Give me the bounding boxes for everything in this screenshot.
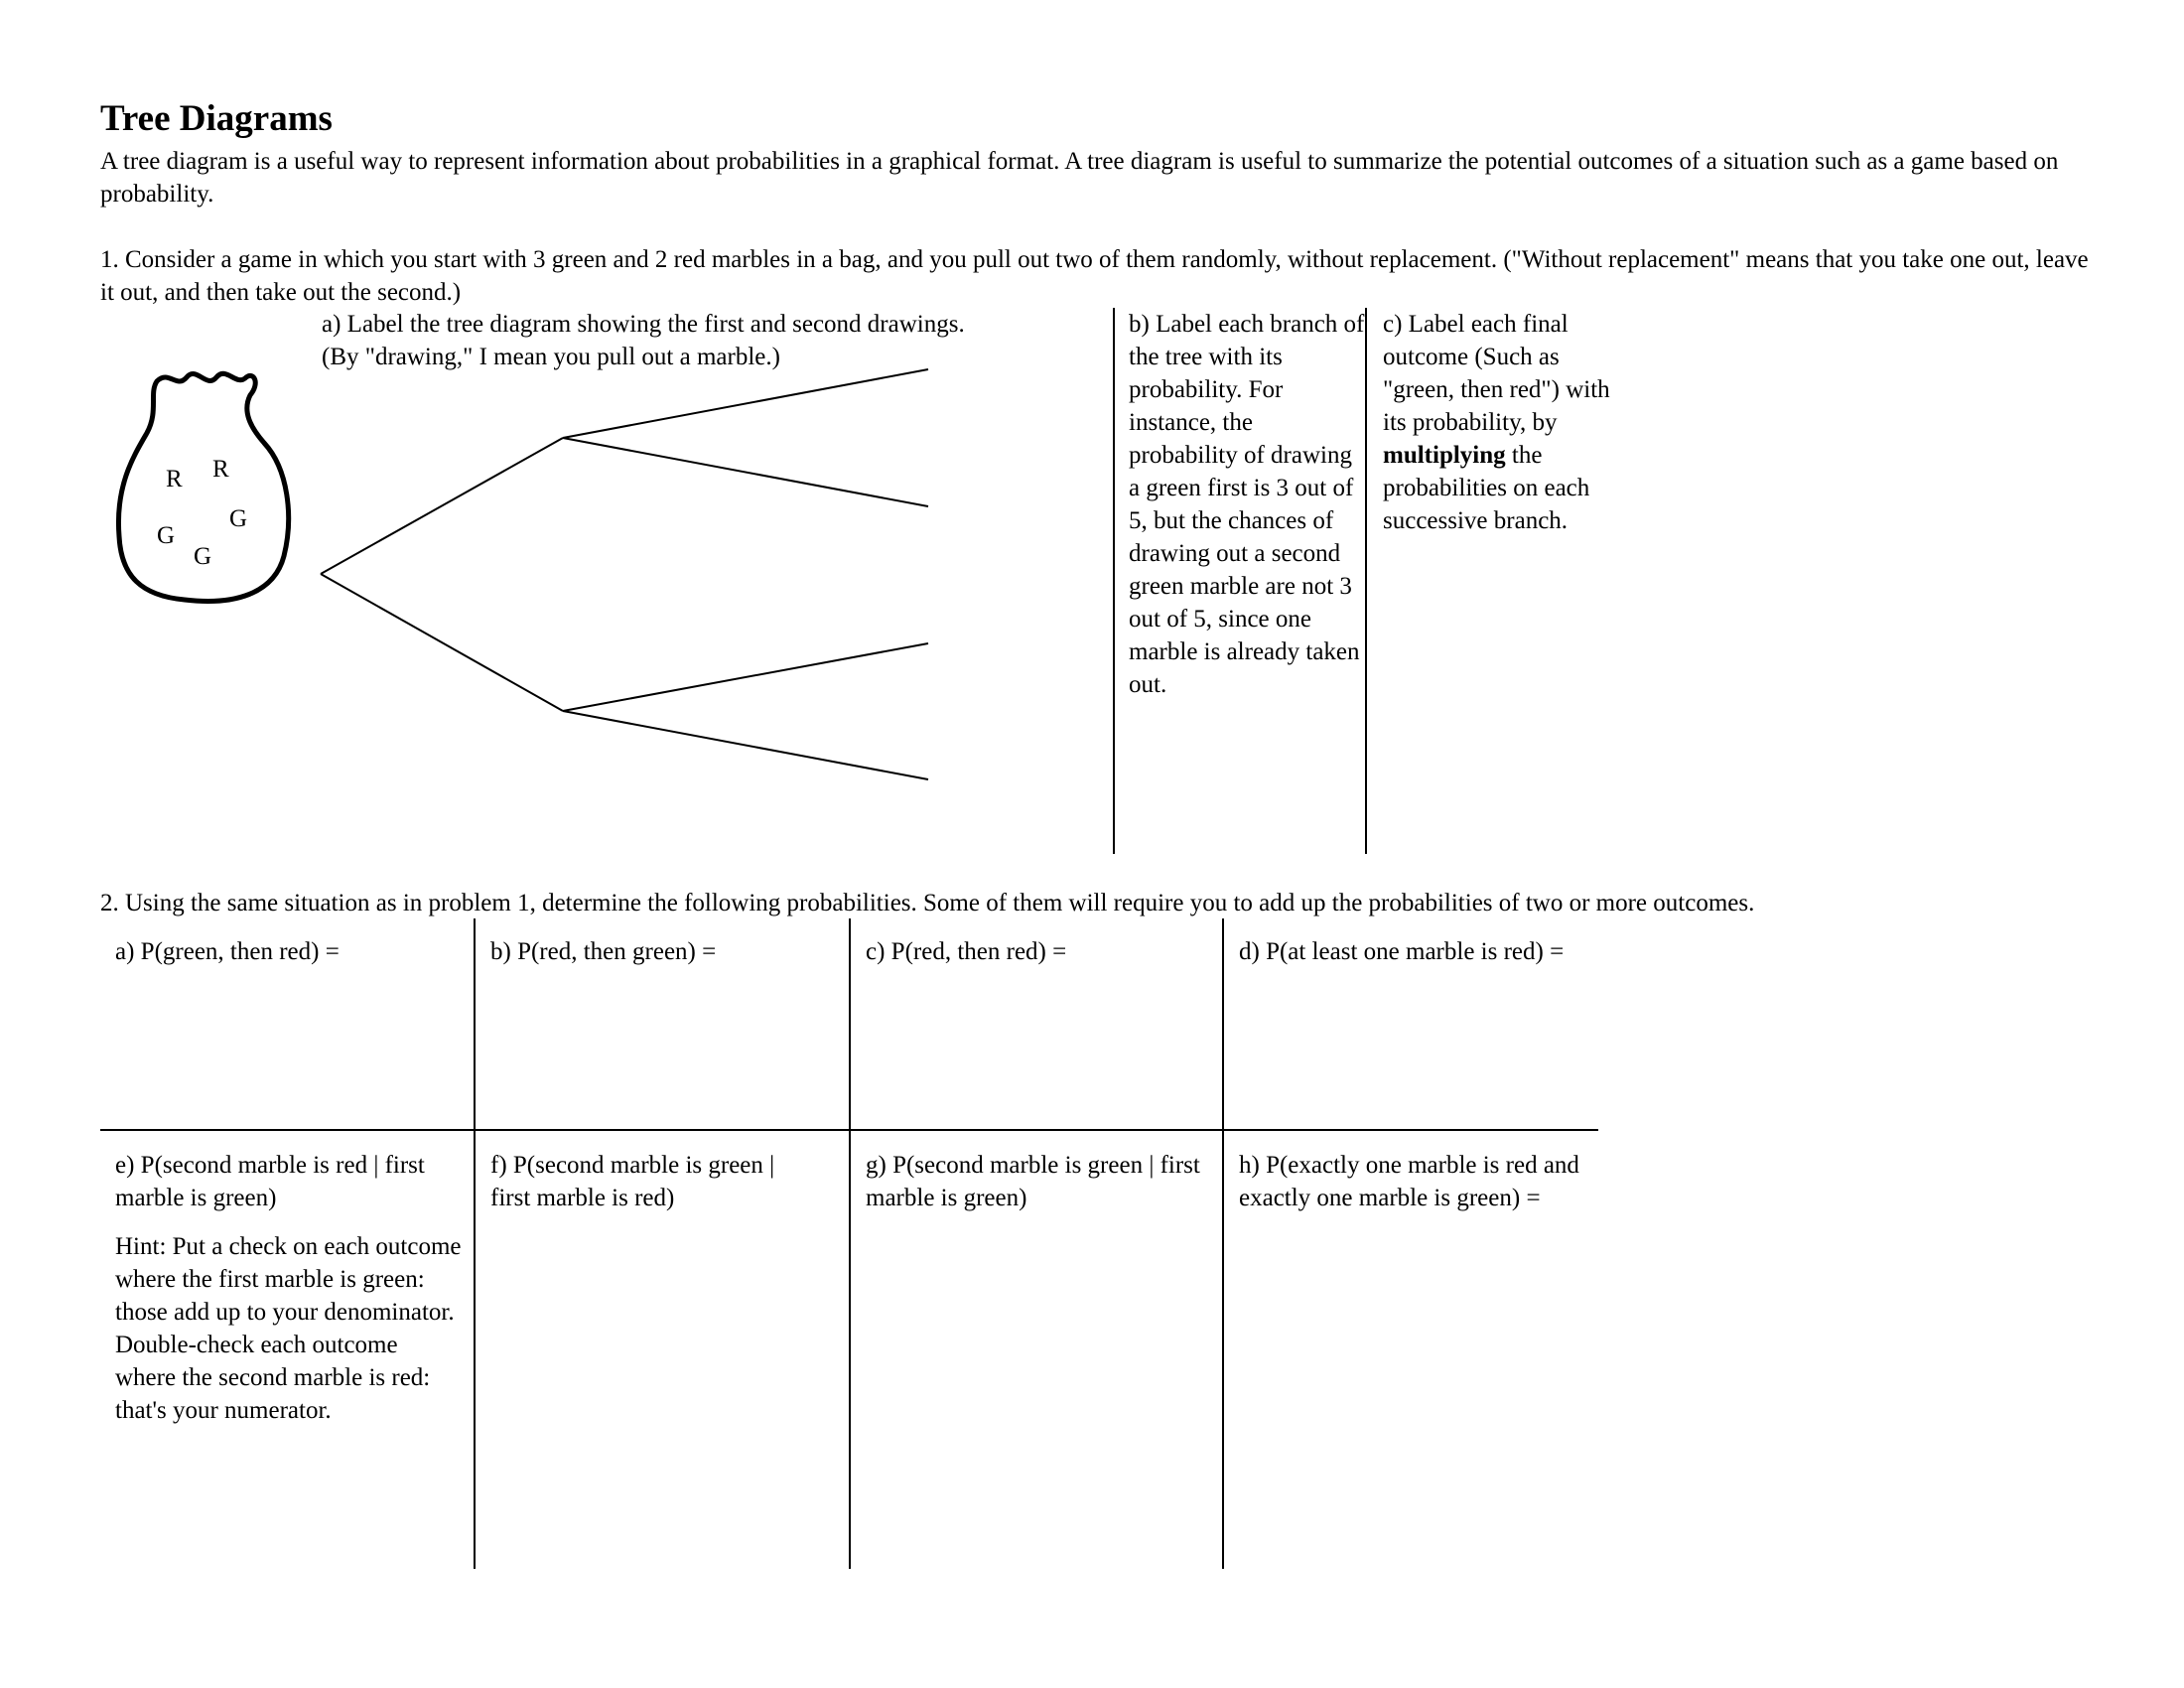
- tree-branch-second-2: [563, 438, 928, 506]
- problem-2e-hint: Hint: Put a check on each outcome where the first marble is green: those add up to your denominator. Double-check each outcome where the second marble is red: that's your numerator.: [115, 1233, 462, 1424]
- problem-1a-line2: (By "drawing," I mean you pull out a marble.): [322, 344, 780, 370]
- tree-branch-second-1: [563, 369, 928, 438]
- tree-branch-first-upper: [321, 438, 563, 574]
- problem-2h-cell: h) P(exactly one marble is red and exactly one marble is green) =: [1239, 1152, 1579, 1211]
- bag-letter-g3: G: [194, 543, 212, 570]
- grid-row-divider: [100, 1129, 1598, 1131]
- bag-letter-r1: R: [166, 466, 183, 492]
- problem-1c-text-before: c) Label each final outcome (Such as "green, then red") with its probability, by: [1383, 311, 1610, 436]
- problem-2f-cell: f) P(second marble is green | first marble is red): [490, 1152, 775, 1211]
- problem-2a-cell: a) P(green, then red) =: [115, 938, 340, 965]
- problem-2e-question: e) P(second marble is red | first marble is green): [115, 1152, 425, 1211]
- bag-letter-g2: G: [157, 522, 176, 549]
- problem-2b-cell: b) P(red, then green) =: [490, 938, 717, 965]
- problem-1c-bold-word: multiplying: [1383, 442, 1506, 469]
- tree-branch-first-lower: [321, 574, 563, 711]
- intro-paragraph: A tree diagram is a useful way to represent information about probabilities in a graphical format. A tree diagram is useful to summarize the potential outcomes of a situation such as a game based on probability.: [100, 148, 2059, 208]
- grid-divider-2: [849, 918, 851, 1569]
- tree-branch-second-4: [563, 711, 928, 779]
- problem-1-prompt: 1. Consider a game in which you start with 3 green and 2 red marbles in a bag, and you pull out two of them randomly, without replacement. ("Without replacement" means that you take one out, leave it out, and then take out the second.): [100, 246, 2089, 306]
- problem-2e-cell: [115, 1149, 463, 1427]
- problem-2g-cell: g) P(second marble is green | first marble is green): [866, 1152, 1200, 1211]
- problem-2-prompt: 2. Using the same situation as in problem 1, determine the following probabilities. Some of them will require you to add up the probabilities of two or more outcomes.: [100, 890, 1755, 916]
- grid-divider-1: [474, 918, 476, 1569]
- bag-letter-g1: G: [229, 505, 248, 532]
- problem-1c-text-after: the probabilities on each successive branch.: [1383, 442, 1590, 534]
- tree-branch-second-3: [563, 643, 928, 711]
- problem-1b-instructions: b) Label each branch of the tree with its probability. For instance, the probability of drawing a green first is 3 out of 5, but the chances of drawing out a second green marble are not 3 out of 5, since one marble is already taken out.: [1129, 311, 1365, 698]
- grid-divider-3: [1222, 918, 1224, 1569]
- page-title: Tree Diagrams: [100, 98, 333, 139]
- problem-2c-cell: c) P(red, then red) =: [866, 938, 1067, 965]
- problem-1a-line1: a) Label the tree diagram showing the first and second drawings.: [322, 311, 965, 338]
- bag-letter-r2: R: [212, 456, 229, 483]
- problem-2d-cell: d) P(at least one marble is red) =: [1239, 938, 1565, 965]
